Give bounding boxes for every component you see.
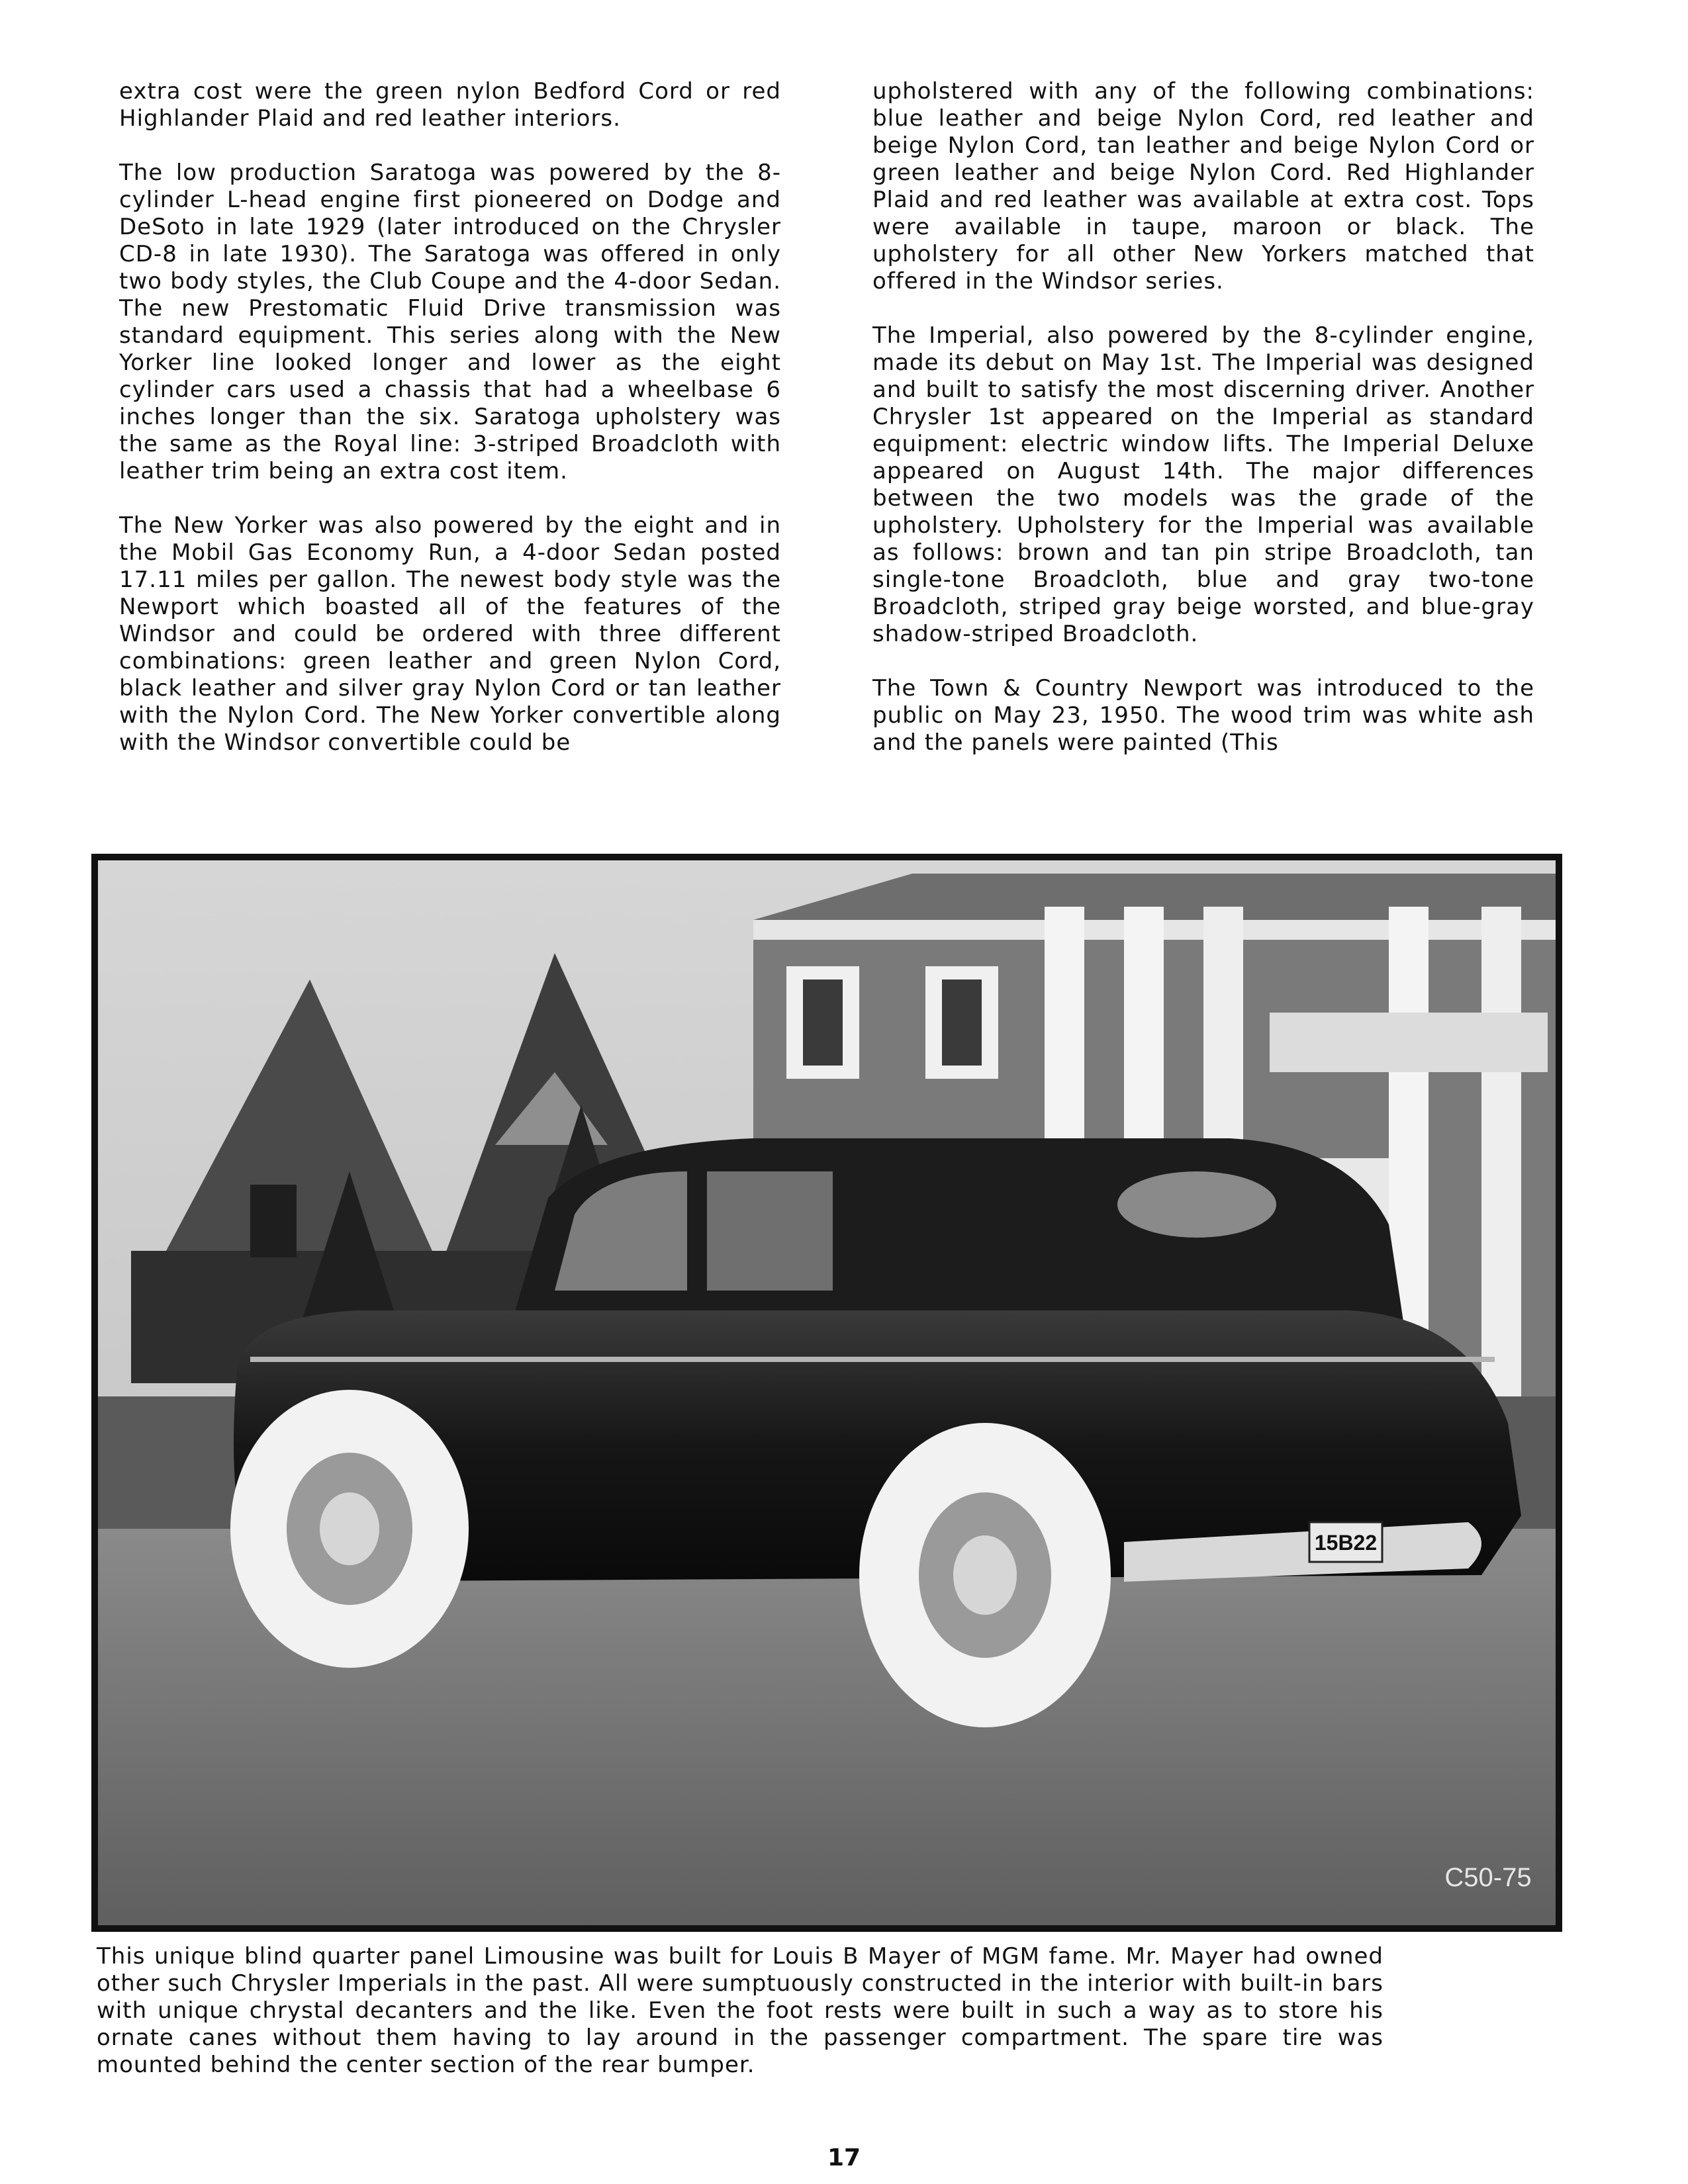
limousine-photo bbox=[91, 854, 1562, 1932]
photo-illustration bbox=[91, 854, 1562, 1932]
right-paragraph-1: upholstered with any of the following combinations: blue leather and beige Nylon Cord, red leather and beige Nylon Cord, tan leather and beige Nylon Cord or green leather and beige Nylon Cord. Red Highlander Plaid and red leather was available at extra cost. Tops were available in taupe, maroon or black. The upholstery for all other New Yorkers matched that offered in the Windsor series. bbox=[872, 78, 1534, 295]
photo-caption: This unique blind quarter panel Limousine was built for Louis B Mayer of MGM fame. Mr. Mayer had owned other such Chrysler Imperials in the past. All were sumptuously constructed in the interior with built-in bars with unique chrystal decanters and the like. Even the foot rests were built in such a way as to store his ornate canes without them having to lay around in the passenger compartment. The spare tire was mounted behind the center section of the rear bumper. bbox=[97, 1943, 1383, 2078]
right-paragraph-2: The Imperial, also powered by the 8-cylinder engine, made its debut on May 1st. The Imperial was designed and built to satisfy the most discerning driver. Another Chrysler 1st appeared on the Imperial as standard equipment: electric window lifts. The Imperial Deluxe appeared on August 14th. The major differences between the two models was the grade of the upholstery. Upholstery for the Imperial was available as follows: brown and tan pin stripe Broadcloth, tan single-tone Broadcloth, blue and gray two-tone Broadcloth, striped gray beige worsted, and blue-gray shadow-striped Broadcloth. bbox=[872, 322, 1534, 647]
left-paragraph-2: The low production Saratoga was powered by the 8-cylinder L-head engine first pioneered on Dodge and DeSoto in late 1929 (later introduced on the Chrysler CD-8 in late 1930). The Saratoga was offered in only two body styles, the Club Coupe and the 4-door Sedan. The new Prestomatic Fluid Drive transmission was standard equipment. This series along with the New Yorker line looked longer and lower as the eight cylinder cars used a chassis that had a wheelbase 6 inches longer than the six. Saratoga upholstery was the same as the Royal line: 3-striped Broadcloth with leather trim being an extra cost item. bbox=[119, 159, 781, 484]
license-plate-text: 15B22 bbox=[1314, 1531, 1378, 1555]
left-paragraph-1: extra cost were the green nylon Bedford Cord or red Highlander Plaid and red leather interiors. bbox=[119, 78, 781, 132]
page-number: 17 bbox=[827, 2144, 861, 2171]
left-column bbox=[119, 78, 781, 784]
right-column bbox=[872, 78, 1534, 784]
left-paragraph-3: The New Yorker was also powered by the eight and in the Mobil Gas Economy Run, a 4-door Sedan posted 17.11 miles per gallon. The newest body style was the Newport which boasted all of the features of the Windsor and could be ordered with three different combinations: green leather and green Nylon Cord, black leather and silver gray Nylon Cord or tan leather with the Nylon Cord. The New Yorker convertible along with the Windsor convertible could be bbox=[119, 512, 781, 756]
negative-number: C50-75 bbox=[1444, 1863, 1532, 1892]
right-paragraph-3: The Town & Country Newport was introduced to the public on May 23, 1950. The wood trim was white ash and the panels were painted (This bbox=[872, 675, 1534, 756]
